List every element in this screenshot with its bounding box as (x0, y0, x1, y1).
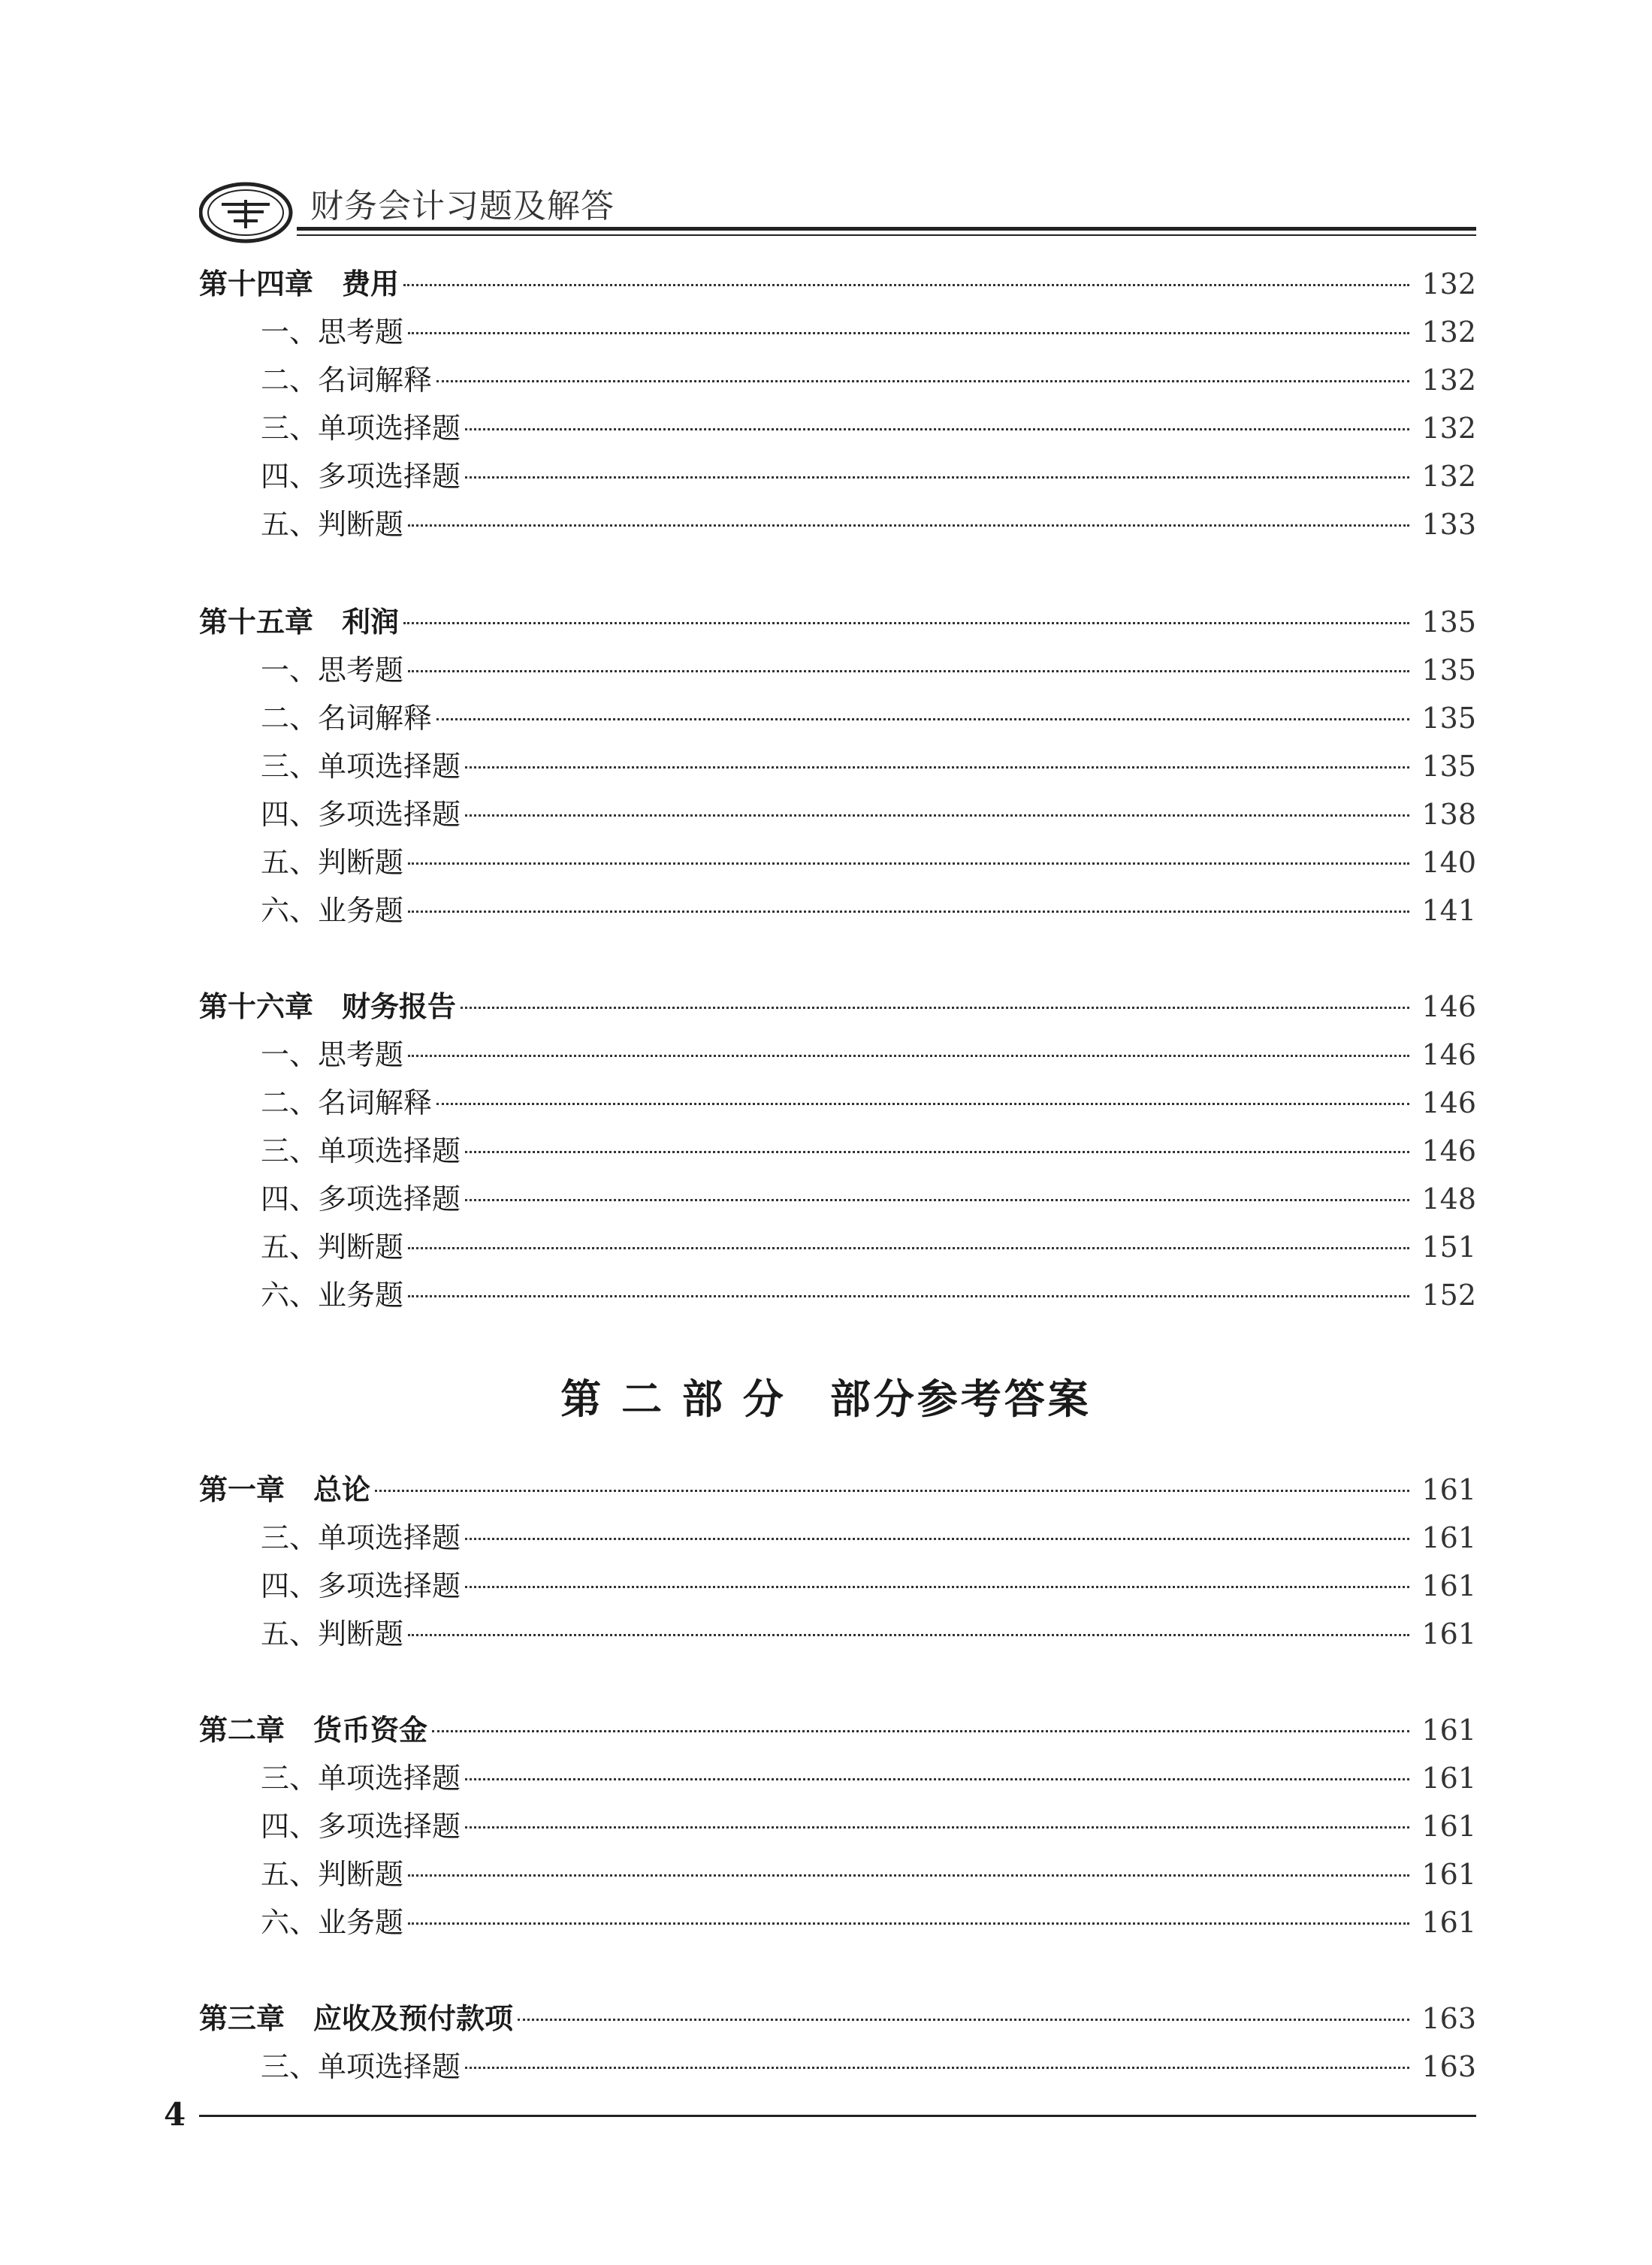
toc-page: 132 (1421, 460, 1476, 493)
toc-page: 132 (1421, 364, 1476, 397)
dot-leader (408, 862, 1409, 865)
toc-page: 152 (1421, 1279, 1476, 1312)
part-two-title: 第 二 部 分 部分参考答案 (560, 1375, 1092, 1423)
toc-label: 五、判断题 (261, 508, 404, 541)
toc-entry[interactable] (199, 1082, 1476, 1124)
toc-entry[interactable] (199, 889, 1476, 932)
dot-leader (408, 524, 1409, 527)
toc-page: 132 (1421, 412, 1476, 445)
toc-entry[interactable] (199, 2046, 1476, 2088)
toc-entry[interactable] (199, 407, 1476, 449)
toc-label: 第一章 总论 (199, 1473, 371, 1506)
toc-label: 二、名词解释 (261, 364, 433, 397)
toc-page: 161 (1421, 1521, 1476, 1554)
footer-rule (199, 2115, 1476, 2117)
dot-leader (436, 718, 1409, 720)
dot-leader (465, 1826, 1409, 1829)
dot-leader (432, 1730, 1409, 1732)
toc-page: 135 (1421, 606, 1476, 639)
page-header (199, 174, 1476, 242)
page-number: 4 (164, 2096, 186, 2133)
toc-label: 四、多项选择题 (261, 1182, 461, 1216)
dot-leader (436, 380, 1409, 382)
toc-entry[interactable] (199, 311, 1476, 353)
dot-leader (375, 1490, 1409, 1492)
dot-leader (408, 1247, 1409, 1249)
toc-page: 161 (1421, 1617, 1476, 1650)
toc-label: 第十四章 费用 (199, 267, 400, 300)
toc-label: 六、业务题 (261, 1906, 404, 1939)
dot-leader (465, 766, 1409, 769)
dot-leader (408, 1922, 1409, 1925)
toc-label: 四、多项选择题 (261, 1810, 461, 1843)
toc-page: 146 (1421, 1038, 1476, 1071)
toc-entry[interactable] (199, 1853, 1476, 1895)
dot-leader (408, 332, 1409, 334)
toc-page: 138 (1421, 798, 1476, 831)
toc-page: 161 (1421, 1762, 1476, 1795)
dot-leader (465, 2067, 1409, 2069)
toc-label: 第十六章 财务报告 (199, 990, 457, 1023)
toc-entry[interactable] (199, 1757, 1476, 1799)
toc-label: 一、思考题 (261, 1038, 404, 1071)
toc-label: 五、判断题 (261, 1231, 404, 1264)
toc-page: 146 (1421, 1086, 1476, 1119)
toc-label: 二、名词解释 (261, 1086, 433, 1119)
toc-page: 161 (1421, 1569, 1476, 1602)
toc-page: 133 (1421, 508, 1476, 541)
toc-entry[interactable] (199, 503, 1476, 545)
dot-leader (403, 622, 1409, 624)
dot-leader (465, 814, 1409, 817)
toc-page: 151 (1421, 1231, 1476, 1264)
toc-label: 三、单项选择题 (261, 750, 461, 783)
toc-entry[interactable] (199, 841, 1476, 883)
header-rule-thin (297, 234, 1476, 236)
toc-page: 161 (1421, 1858, 1476, 1891)
dot-leader (408, 1634, 1409, 1636)
toc-page: 161 (1421, 1810, 1476, 1843)
toc-label: 六、业务题 (261, 1279, 404, 1312)
toc-entry[interactable] (199, 1613, 1476, 1655)
dot-leader (408, 911, 1409, 913)
toc-page: 148 (1421, 1182, 1476, 1216)
dot-leader (436, 1103, 1409, 1105)
dot-leader (465, 428, 1409, 430)
toc-label: 四、多项选择题 (261, 798, 461, 831)
toc-entry[interactable] (199, 1805, 1476, 1847)
dot-leader (461, 1007, 1409, 1009)
toc-answer-chapter-1[interactable] (199, 1469, 1476, 1511)
toc-page: 161 (1421, 1714, 1476, 1747)
toc-label: 三、单项选择题 (261, 1521, 461, 1554)
dot-leader (403, 284, 1409, 286)
toc-page: 161 (1421, 1906, 1476, 1939)
toc-label: 三、单项选择题 (261, 412, 461, 445)
toc-page: 161 (1421, 1473, 1476, 1506)
book-title: 财务会计习题及解答 (310, 187, 615, 225)
toc-entry[interactable] (199, 1130, 1476, 1172)
dot-leader (465, 1151, 1409, 1153)
toc-label: 三、单项选择题 (261, 1134, 461, 1167)
toc-label: 一、思考题 (261, 316, 404, 349)
toc-page: 163 (1421, 2050, 1476, 2083)
dot-leader (408, 1874, 1409, 1877)
dot-leader (408, 1295, 1409, 1297)
toc-label: 三、单项选择题 (261, 1762, 461, 1795)
toc-chapter-14[interactable] (199, 263, 1476, 305)
toc-chapter-16[interactable] (199, 986, 1476, 1028)
toc-entry[interactable] (199, 1034, 1476, 1076)
toc-label: 六、业务题 (261, 894, 404, 927)
toc-label: 第十五章 利润 (199, 606, 400, 639)
toc-page: 140 (1421, 846, 1476, 879)
toc-label: 二、名词解释 (261, 702, 433, 735)
dot-leader (408, 670, 1409, 672)
toc-entry[interactable] (199, 1274, 1476, 1316)
toc-label: 第二章 货币资金 (199, 1714, 428, 1747)
toc-page: 132 (1421, 316, 1476, 349)
publisher-seal-icon (199, 182, 297, 243)
toc-entry[interactable] (199, 359, 1476, 401)
toc-entry[interactable] (199, 1517, 1476, 1559)
toc-label: 四、多项选择题 (261, 1569, 461, 1602)
toc-entry[interactable] (199, 793, 1476, 835)
dot-leader (465, 1586, 1409, 1588)
toc-entry[interactable] (199, 649, 1476, 691)
toc-chapter-15[interactable] (199, 601, 1476, 643)
toc-page: 135 (1421, 702, 1476, 735)
dot-leader (465, 1778, 1409, 1780)
toc-page: 146 (1421, 990, 1476, 1023)
toc-answer-chapter-3[interactable] (199, 1998, 1476, 2040)
toc-entry[interactable] (199, 697, 1476, 739)
toc-label: 五、判断题 (261, 846, 404, 879)
toc-entry[interactable] (199, 1565, 1476, 1607)
toc-page: 135 (1421, 750, 1476, 783)
dot-leader (518, 2019, 1409, 2021)
toc-label: 第三章 应收及预付款项 (199, 2002, 514, 2035)
toc-page: 135 (1421, 654, 1476, 687)
toc-page: 163 (1421, 2002, 1476, 2035)
toc-label: 一、思考题 (261, 654, 404, 687)
toc-page: 146 (1421, 1134, 1476, 1167)
toc-label: 四、多项选择题 (261, 460, 461, 493)
toc-answer-chapter-2[interactable] (199, 1709, 1476, 1751)
toc-entry[interactable] (199, 1178, 1476, 1220)
toc-label: 三、单项选择题 (261, 2050, 461, 2083)
toc-entry[interactable] (199, 455, 1476, 497)
toc-label: 五、判断题 (261, 1617, 404, 1650)
toc-page: 141 (1421, 894, 1476, 927)
header-rule-thick (297, 227, 1476, 231)
dot-leader (465, 1199, 1409, 1201)
toc-entry[interactable] (199, 1226, 1476, 1268)
dot-leader (465, 1538, 1409, 1540)
toc-entry[interactable] (199, 745, 1476, 787)
dot-leader (408, 1055, 1409, 1057)
toc-page: 132 (1421, 267, 1476, 300)
dot-leader (465, 476, 1409, 479)
toc-entry[interactable] (199, 1901, 1476, 1943)
toc-label: 五、判断题 (261, 1858, 404, 1891)
